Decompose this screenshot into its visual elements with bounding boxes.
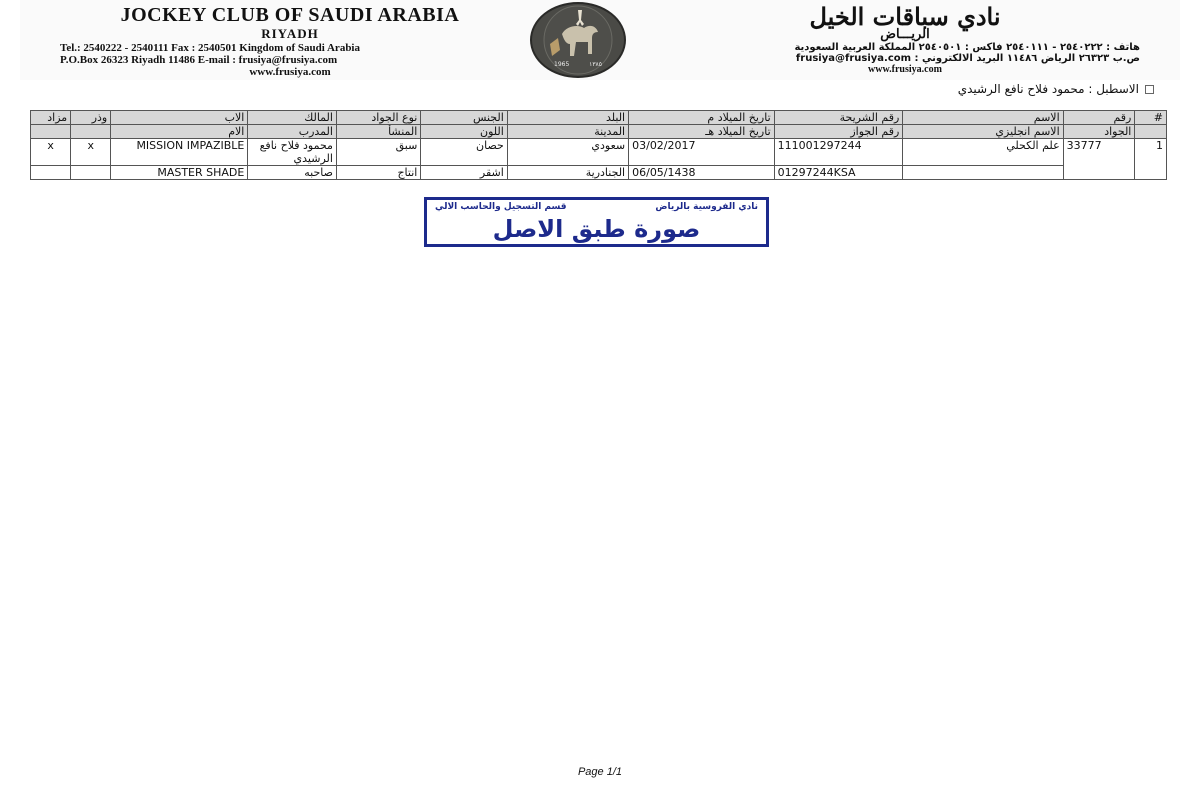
header-cell: مزاد [31, 111, 71, 125]
logo-year-hijri: ١٣٨٥ [589, 61, 602, 68]
letterhead-arabic [670, 2, 1140, 75]
header-cell: رقم [1063, 111, 1135, 125]
header-cell: الام [111, 125, 248, 139]
header-cell: # [1135, 111, 1167, 125]
logo-year-gregorian: 1965 [554, 61, 570, 68]
horse-name-english [903, 166, 1063, 180]
header-cell: البلد [507, 111, 628, 125]
auction-mark: x [31, 139, 71, 166]
header-cell [71, 125, 111, 139]
header-cell: المالك [248, 111, 337, 125]
header-cell: نوع الجواد [336, 111, 420, 125]
registration-table [30, 110, 1167, 180]
club-city-english: RIYADH [261, 26, 319, 41]
trainer: صاحبه [248, 166, 337, 180]
website-english: www.frusiya.com [249, 66, 331, 78]
stamp-club: نادي الفروسية بالرياض [655, 202, 758, 212]
sex: حصان [421, 139, 507, 166]
contact-pobox-english: P.O.Box 26323 Riyadh 11486 E-mail : frusiya@frusiya.com [60, 54, 338, 66]
header-cell [1135, 125, 1167, 139]
birth-date-hijri: 06/05/1438 [629, 166, 775, 180]
header-cell [31, 125, 71, 139]
header-cell: تاريخ الميلاد م [629, 111, 775, 125]
header-cell: المنشأ [336, 125, 420, 139]
birth-date: 03/02/2017 [629, 139, 775, 166]
empty-cell [71, 166, 111, 180]
contact-phone-english: Tel.: 2540222 - 2540111 Fax : 2540501 Kingdom of Saudi Arabia [60, 42, 360, 54]
dam: MASTER SHADE [111, 166, 248, 180]
table-header-row [31, 111, 1167, 125]
club-logo [530, 2, 626, 78]
header-cell: المدينة [507, 125, 628, 139]
stable-value: محمود فلاح نافع الرشيدي [957, 82, 1085, 96]
stamp-department: قسم التسجيل والحاسب الالي [435, 202, 567, 212]
header-cell: الجنس [421, 111, 507, 125]
passport-number: 01297244KSA [774, 166, 903, 180]
header-cell: المدرب [248, 125, 337, 139]
header-cell: وذر [71, 111, 111, 125]
contact-phone-arabic: هاتف : ٢٥٤٠٢٢٢ - ٢٥٤٠١١١ فاكس : ٢٥٤٠٥٠١ المملكة العربية السعودية [794, 42, 1140, 53]
empty-cell [31, 166, 71, 180]
chip-number: 111001297244 [774, 139, 903, 166]
city: الجنادرية [507, 166, 628, 180]
wathar-mark: x [71, 139, 111, 166]
stable-label: الاسطبل [1096, 82, 1139, 96]
horse-type: سبق [336, 139, 420, 166]
header-cell: رقم الشريحة [774, 111, 903, 125]
header-cell: اللون [421, 125, 507, 139]
club-city-arabic: الريـــاض [880, 27, 930, 42]
table-header-row [31, 125, 1167, 139]
header-cell: تاريخ الميلاد هـ [629, 125, 775, 139]
stamp-text: صورة طبق الاصل [492, 215, 701, 243]
stable-line: الاسطبل : محمود فلاح نافع الرشيدي [958, 82, 1154, 96]
origin: انتاج [336, 166, 420, 180]
row-index: 1 [1135, 139, 1167, 180]
country: سعودي [507, 139, 628, 166]
sire: MISSION IMPAZIBLE [111, 139, 248, 166]
header-cell: الاسم [903, 111, 1063, 125]
club-name-english: JOCKEY CLUB OF SAUDI ARABIA [120, 4, 460, 26]
page-number: Page 1/1 [577, 766, 623, 778]
color: اشقر [421, 166, 507, 180]
checkbox-icon [1145, 85, 1154, 94]
certified-copy-stamp [424, 197, 769, 247]
header-cell: الجواد [1063, 125, 1135, 139]
horse-number: 33777 [1063, 139, 1135, 180]
letterhead-english [60, 4, 520, 78]
table-row [31, 139, 1167, 166]
horse-name: علم الكحلي [903, 139, 1063, 166]
stamp-header [435, 202, 758, 212]
website-arabic: www.frusiya.com [868, 64, 942, 75]
club-name-arabic: نادي سباقات الخيل [809, 2, 1001, 31]
table-row [31, 166, 1167, 180]
header-cell: رقم الجواز [774, 125, 903, 139]
horse-emblem-icon [532, 4, 624, 76]
letterhead [20, 0, 1180, 80]
header-cell: الاب [111, 111, 248, 125]
contact-pobox-arabic: ص.ب ٢٦٣٢٣ الرياض ١١٤٨٦ البريد الالكتروني : frusiya@frusiya.com [795, 53, 1140, 64]
header-cell: الاسم انجليزي [903, 125, 1063, 139]
owner: محمود فلاح نافع الرشيدي [248, 139, 337, 166]
